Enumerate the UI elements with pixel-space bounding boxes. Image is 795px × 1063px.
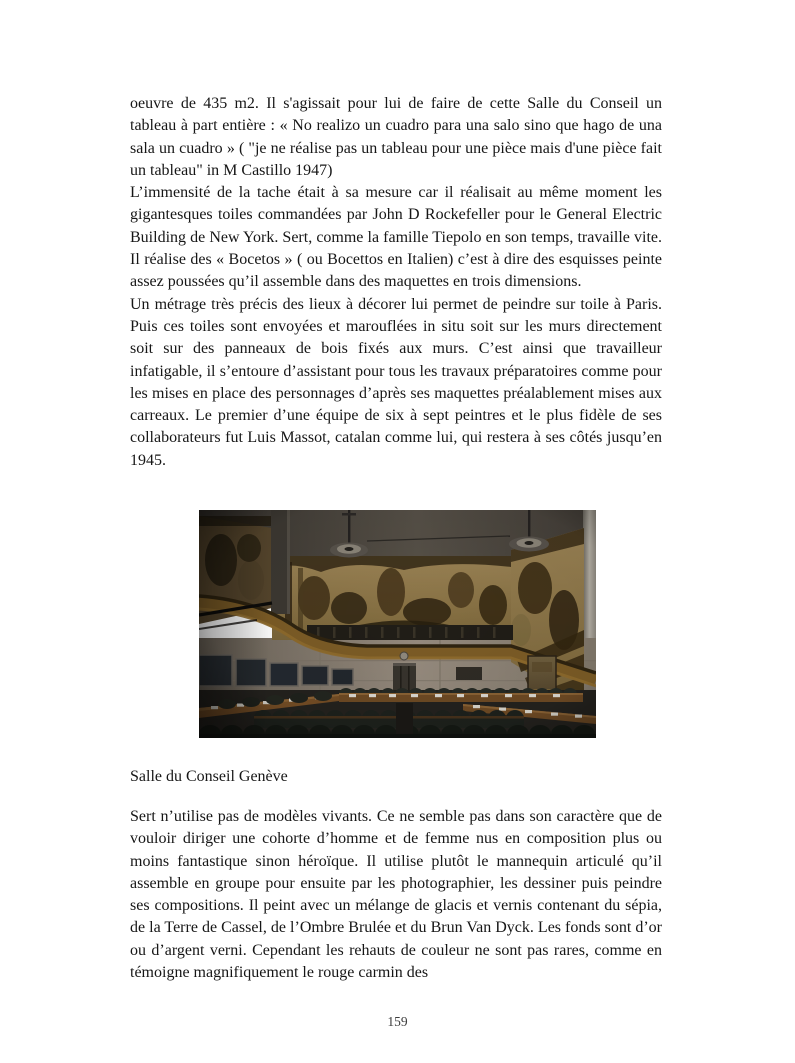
body-text-block-bottom xyxy=(130,806,662,984)
photo-left-shadow xyxy=(199,510,269,738)
image-caption: Salle du Conseil Genève xyxy=(130,768,288,785)
chamber-photo xyxy=(199,510,596,738)
body-paragraph: Sert n’utilise pas de modèles vivants. Ce ne semble pas dans son caractère que de vouloir diriger une cohorte d’homme et de femme nus en composition plus ou moins fantastique sinon héroïque. Il utilise plutôt le mannequin articulé qu’il assemble en groupe pour ensuite par les photographier, les dessiner puis peindre ses compositions. Il peint avec un mélange de glacis et vernis contenant du sépia, de la Terre de Cassel, de l’Ombre Brulée et du Brun Van Dyck. Les fonds sont d’or ou d’argent verni. Cependant les rehauts de couleur ne sont pas rares, comme en témoigne magnifiquement le rouge carmin des xyxy=(130,808,662,982)
page-number: 159 xyxy=(387,1014,408,1029)
body-paragraph: Un métrage très précis des lieux à décorer lui permet de peindre sur toile à Paris. Puis ces toiles sont envoyées et marouflées in situ soit sur les murs directement soit sur des panneaux de bois fixés aux murs. C’est ainsi que travailleur infatigable, il s’entoure d’assistant pour tous les travaux préparatoires comme pour les mises en place des personnages d’après ses maquettes préalablement mises aux carreaux. Le premier d’une équipe de six à sept peintres et le plus fidèle de ses collaborateurs fut Luis Massot, catalan comme lui, qui restera à ses côtés jusqu’en 1945. xyxy=(130,295,662,469)
body-paragraph: L’immensité de la tache était à sa mesure car il réalisait au même moment les gigantesques toiles commandées par John D Rockefeller pour le General Electric Building de New York. Sert, comme la famille Tiepolo en son temps, travaille vite. Il réalise des « Bocetos » ( ou Bocettos en Italien) c’est à dire des esquisses peinte assez poussées qu’il assemble dans des maquettes en trois dimensions. xyxy=(130,184,662,291)
body-paragraph: oeuvre de 435 m2. Il s'agissait pour lui de faire de cette Salle du Conseil un tableau à part entière : « No realizo un cuadro para una salo sino que hago de una sala un cuadro » ( "je ne réalise pas un tableau pour une pièce mais d'une pièce fait un tableau" in M Castillo 1947) xyxy=(130,95,662,179)
chamber-photo-illustration xyxy=(199,510,596,738)
body-text-block-top xyxy=(130,93,662,472)
